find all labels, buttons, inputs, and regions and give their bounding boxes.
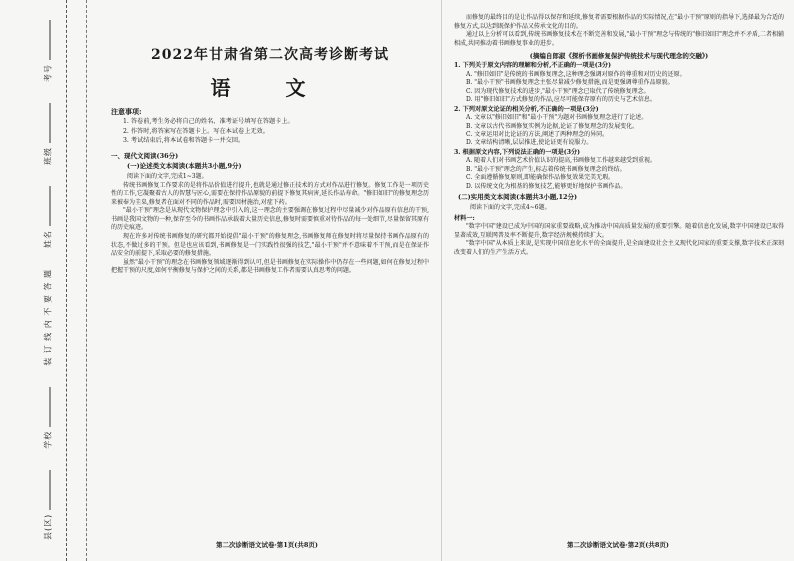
notice-item: 2. 作答时,将答案写在答题卡上。写在本试卷上无效。 xyxy=(123,127,269,135)
passage-paragraph: 而修复的最终目的是让作品得以保存和延续,修复者需要根据作品的实际情况,在"最小干预"原则的指导下,选择最为合适的修复方式,以达到既保护作品又传承文化的目的。 xyxy=(454,14,784,30)
county-field: 县(区) xyxy=(43,470,54,540)
source-note: (摘编自郎淑《探析书画修复保护传统技术与现代理念的交融》) xyxy=(529,52,709,61)
passage-paragraph: "数字中国"建设已成为中国的国家重要战略,成为推动中国高质量发展的重要引擎。随着信息化发展,数字中国建设已取得显著成效,互联网普及率不断提升,数字经济规模持续扩大。 xyxy=(454,223,784,239)
exam-number-field: 考号 xyxy=(43,20,54,82)
notice-heading: 注意事项: xyxy=(111,107,142,116)
option: B. "最小干预"理念的产生,标志着传统书画修复理念的终结。 xyxy=(466,165,626,173)
passage-paragraph: 现在许多对传统书画修复的研究都开始提倡"最小干预"的修复理念,书画修复师在修复时将尽量保持书画作品原有的状态,不做过多的干预。但是也应该看到,书画修复是一门实践性很强的技艺,"最小干预"并不意味着不干预,而是在保证作品安全的前提下,采取必要的修复措施。 xyxy=(111,233,429,258)
passage-paragraph: 虽然"最小干预"的理念在书画修复领域逐渐得到认可,但是书画修复在实际操作中仍存在一些问题,如何在修复过程中把握干预的尺度,如何平衡修复与保护之间的关系,都是书画修复工作者需要认真思考的问题。 xyxy=(111,258,429,275)
passage-paragraph: "数字中国"从本质上来说,是实现中国信息化水平的全面提升,是全面建设社会主义现代化国家的重要支撑,数字技术正深刻改变着人们的生产生活方式。 xyxy=(454,240,784,256)
passage-paragraph: "最小干预"理念是从现代文物保护理念中引入的,这一理念的主要强调在修复过程中尽量减少对作品原有信息的干预,书画是我国文物的一种,保存至今的书画作品承载着大量历史信息,修复时需要慎重对待作品的每一处细节,尽量保留其原有的历史痕迹。 xyxy=(111,207,429,232)
notice-item: 1. 答卷前,考生务必将自己的姓名、准考证号填写在答题卡上。 xyxy=(123,118,294,125)
school-field: 学校 xyxy=(43,387,54,449)
option: D. 文章结构清晰,层层推进,使论证更有说服力。 xyxy=(466,139,593,147)
passage-paragraph: 通过以上分析可以看到,传统书画修复技术在不断完善和发展,"最小干预"理念与传统的"修旧如旧"理念并不矛盾,二者相辅相成,共同推动着书画修复事业的进步。 xyxy=(454,31,784,47)
material-label: 材料一: xyxy=(454,215,475,223)
option: A. "修旧如旧"是传统的书画修复理念,这种理念强调对原作的尊重和对历史的还原。 xyxy=(466,70,686,78)
subject-title: 语 文 xyxy=(210,76,330,100)
question: 2. 下列对原文论证的相关分析,不正确的一项是(3分) xyxy=(454,105,599,113)
option: C. 文章运用对比论证的方法,阐述了两种理念的异同。 xyxy=(466,131,609,138)
page-2 xyxy=(448,0,788,561)
binding-fields xyxy=(43,20,54,540)
subsection-heading: (一)论述类文本阅读(本题共3小题,9分) xyxy=(127,161,242,170)
binding-strip xyxy=(0,0,95,561)
question: 1. 下列关于原文内容的理解和分析,不正确的一项是(3分) xyxy=(454,62,612,70)
page-footer: 第二次诊断语文试卷·第1页(共8页) xyxy=(216,541,318,549)
section-heading: 一、现代文阅读(36分) xyxy=(111,151,179,160)
page-footer: 第二次诊断语文试卷·第2页(共8页) xyxy=(567,541,669,549)
instruction: 阅读下面的文字,完成1~3题。 xyxy=(127,172,208,180)
instruction: 阅读下面的文字,完成4~6题。 xyxy=(470,204,551,212)
page-divider xyxy=(441,0,442,561)
subsection-heading: (二)实用类文本阅读(本题共3小题,12分) xyxy=(458,193,578,202)
option: B. 文章以古代书画修复实例为论据,论证了修复理念的发展变化。 xyxy=(466,122,639,130)
passage-paragraph: 传统书画修复工作要求的是将作品价值进行提升,也就是通过修正技术的方式对作品进行修复。修复工作是一项历史性的工作,它凝聚着古人的智慧与匠心,需要在保持作品原貌的前提下修复其病害,延长作品寿命。"修旧如旧"的修复理念历来被奉为圭臬,修复者在面对不同的作品时,需要因材施治,对症下药。 xyxy=(111,181,429,206)
name-field: 姓名 xyxy=(43,186,54,248)
class-field: 班级 xyxy=(43,103,54,165)
option: C. 因为现代修复技术的进步,"最小干预"理念已取代了传统修复理念。 xyxy=(466,87,650,95)
option: A. 随着人们对书画艺术价值认识的提高,书画修复工作越来越受到重视。 xyxy=(466,157,657,165)
notice-list xyxy=(111,118,429,146)
question: 3. 根据原文内容,下列说法正确的一项是(3分) xyxy=(454,148,581,156)
exam-title: 2022年甘肃省第二次高考诊断考试 xyxy=(151,47,389,63)
seal-line xyxy=(66,0,67,561)
cut-line xyxy=(86,0,87,561)
option: B. "最小干预"书画修复理念主张尽量减少修复措施,而是更强调尊重作品原貌。 xyxy=(466,79,674,87)
option: D. 以传统文化为根基的修复技艺,能够更好地保护书画作品。 xyxy=(466,182,627,190)
option: C. 全面遵循修复原则,即能确保作品修复效果完美无瑕。 xyxy=(466,174,615,182)
seal-text: 装 订 线 内 不 要 答 题 xyxy=(43,268,53,366)
page-1 xyxy=(97,0,437,561)
option: A. 文章以"修旧如旧"和"最小干预"为题对书画修复理念进行了论述。 xyxy=(466,114,648,122)
option: D. 用"修旧如旧"方式修复的作品,应尽可能保存原有的历史与艺术信息。 xyxy=(466,96,656,104)
notice-item: 3. 考试结束后,将本试卷和答题卡一并交回。 xyxy=(123,137,245,144)
